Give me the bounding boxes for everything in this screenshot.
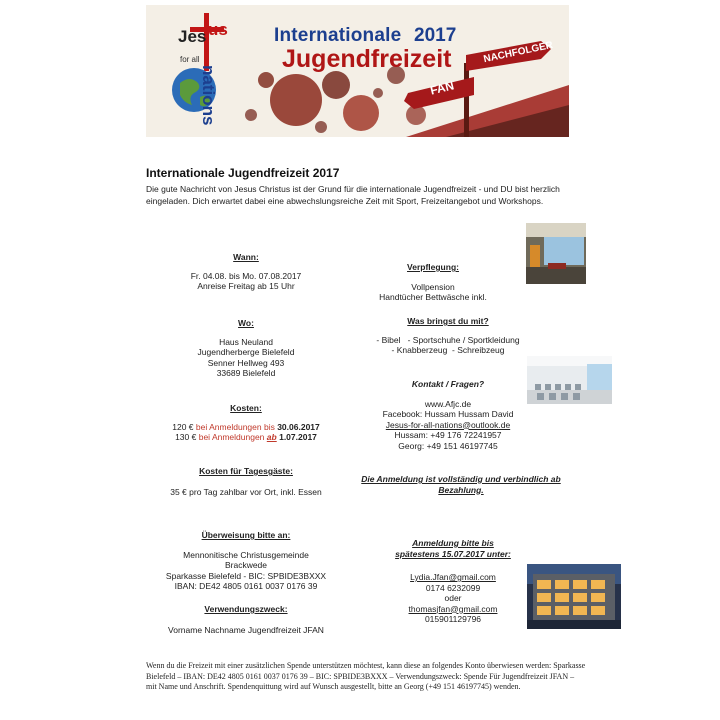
logo-text-for-all: for all <box>180 55 200 64</box>
ueberweisung-section <box>146 530 346 592</box>
kosten-ab: ab <box>266 432 277 442</box>
kosten-section <box>146 403 346 443</box>
wo-line: Haus Neuland <box>219 336 273 347</box>
verbindlich-line: Bezahlung. <box>438 484 484 495</box>
anmeldung-oder: oder <box>444 593 462 603</box>
anmeldung-phone-1: 0174 6232099 <box>425 582 481 593</box>
ueberweisung-line: Sparkasse Bielefeld - BIC: SPBIDE3BXXX <box>165 570 327 581</box>
kontakt-phone-georg: Georg: +49 151 46197745 <box>398 440 498 451</box>
banner-title-line1: Internationale <box>274 25 402 46</box>
photo-building-night <box>527 564 621 629</box>
wann-date: Fr. 04.08. bis Mo. 07.08.2017 <box>190 270 302 281</box>
intro-text: Die gute Nachricht von Jesus Christus ist der Grund für die internationale Jugendfreizeit - und DU bist herzlich eingeladen. Dich erwartet dabei eine abwechslungsreiche Zeit mit Sport, Freizeitangebot und Workshops. <box>146 184 560 206</box>
ueberweisung-line: IBAN: DE42 4805 0161 0037 0176 39 <box>174 581 318 591</box>
sign-fan: FAN <box>428 78 456 98</box>
kosten-label: Kosten: <box>230 403 262 413</box>
tagesgaeste-text: 35 € pro Tag zahlbar vor Ort, inkl. Essen <box>170 486 322 497</box>
wann-arrival: Anreise Freitag ab 15 Uhr <box>197 281 295 291</box>
banner-title-line2: Jugendfreizeit <box>282 45 452 73</box>
kosten-line-1 <box>146 422 346 433</box>
verwendung-section <box>146 604 346 635</box>
ueberweisung-label: Überweisung bitte an: <box>201 530 291 540</box>
wo-label: Wo: <box>238 318 254 328</box>
wo-line: 33689 Bielefeld <box>216 368 276 378</box>
verpflegung-line: Vollpension <box>411 281 455 292</box>
photo-lobby <box>526 223 586 284</box>
verwendung-text: Vorname Nachname Jugendfreizeit JFAN <box>168 624 324 635</box>
kontakt-website-link[interactable]: www.Afjc.de <box>424 398 472 409</box>
footer-donation-text: Wenn du die Freizeit mit einer zusätzlichen Spende unterstützen möchtest, kann diese an folgendes Konto überwiesen werden: Sparkasse Bielefeld – IBAN: DE42 4805 0161 0037 0176 39 – BIC: SPBIDE3BXXX – Verwendungszweck: Spende Für Jugendfreizeit JFAN – mit Name und Anschrift. Spendenquittung wird auf Wunsch ausgestellt, bitte an Georg (+49 151 46197745) wenden. <box>146 661 586 691</box>
photo-seminar-room <box>527 356 612 404</box>
kosten-condition: bei Anmeldungen bis <box>195 421 275 432</box>
logo-text-nations: nations <box>199 65 218 126</box>
kontakt-facebook: Facebook: Hussam Hussam David <box>382 409 514 419</box>
wo-section <box>146 318 346 379</box>
verbindlich-line: Die Anmeldung ist vollständig und verbindlich ab <box>361 474 561 484</box>
kontakt-section <box>368 379 528 451</box>
verbindlich-note <box>346 474 576 495</box>
tagesgaeste-label: Kosten für Tagesgäste: <box>199 466 293 476</box>
anmeldung-email-link-2[interactable]: thomasjfan@gmail.com <box>408 603 498 614</box>
kosten-condition: bei Anmeldungen <box>198 432 265 442</box>
logo-text-jes: Jes <box>178 27 207 46</box>
verpflegung-label: Verpflegung: <box>407 262 459 272</box>
bringst-section <box>368 316 528 356</box>
banner-year: 2017 <box>414 25 457 46</box>
anmeldung-section <box>378 538 528 625</box>
anmeldung-label: Anmeldung bitte bis <box>412 538 494 548</box>
kosten-date: 30.06.2017 <box>277 421 320 432</box>
header-banner <box>146 5 569 137</box>
bringst-label: Was bringst du mit? <box>407 316 489 326</box>
wann-label: Wann: <box>233 252 259 262</box>
page-title: Internationale Jugendfreizeit 2017 <box>146 166 340 180</box>
bringst-line: - Bibel - Sportschuhe / Sportkleidung <box>376 334 520 345</box>
logo-text-us: us <box>208 20 228 39</box>
wann-section <box>146 252 346 292</box>
ueberweisung-line: Mennonitische Christusgemeinde <box>183 549 309 560</box>
ueberweisung-line: Brackwede <box>224 560 268 570</box>
tagesgaeste-section <box>146 466 346 497</box>
wo-line: Jugendherberge Bielefeld <box>197 347 295 357</box>
anmeldung-phone-2: 015901129796 <box>424 614 482 624</box>
kontakt-phone-hussam: Hussam: +49 176 72241957 <box>394 430 502 440</box>
kontakt-email-link[interactable]: Jesus-for-all-nations@outlook.de <box>385 419 511 430</box>
verwendung-label: Verwendungszweck: <box>204 604 288 614</box>
bringst-line: - Knabberzeug - Schreibzeug <box>391 345 505 355</box>
anmeldung-email-link-1[interactable]: Lydia.Jfan@gmail.com <box>410 572 496 582</box>
wo-line: Senner Hellweg 493 <box>207 357 285 368</box>
verpflegung-line: Handtücher Bettwäsche inkl. <box>379 292 487 302</box>
kosten-price: 130 € <box>175 432 197 442</box>
kosten-price: 120 € <box>172 421 194 432</box>
kontakt-label: Kontakt / Fragen? <box>411 379 485 389</box>
kosten-line-2 <box>146 432 346 443</box>
verpflegung-section <box>360 262 506 303</box>
sign-nachfolger: NACHFOLGER <box>482 39 554 66</box>
kosten-date: 1.07.2017 <box>279 432 317 442</box>
anmeldung-deadline: spätestens 15.07.2017 unter: <box>395 548 511 559</box>
